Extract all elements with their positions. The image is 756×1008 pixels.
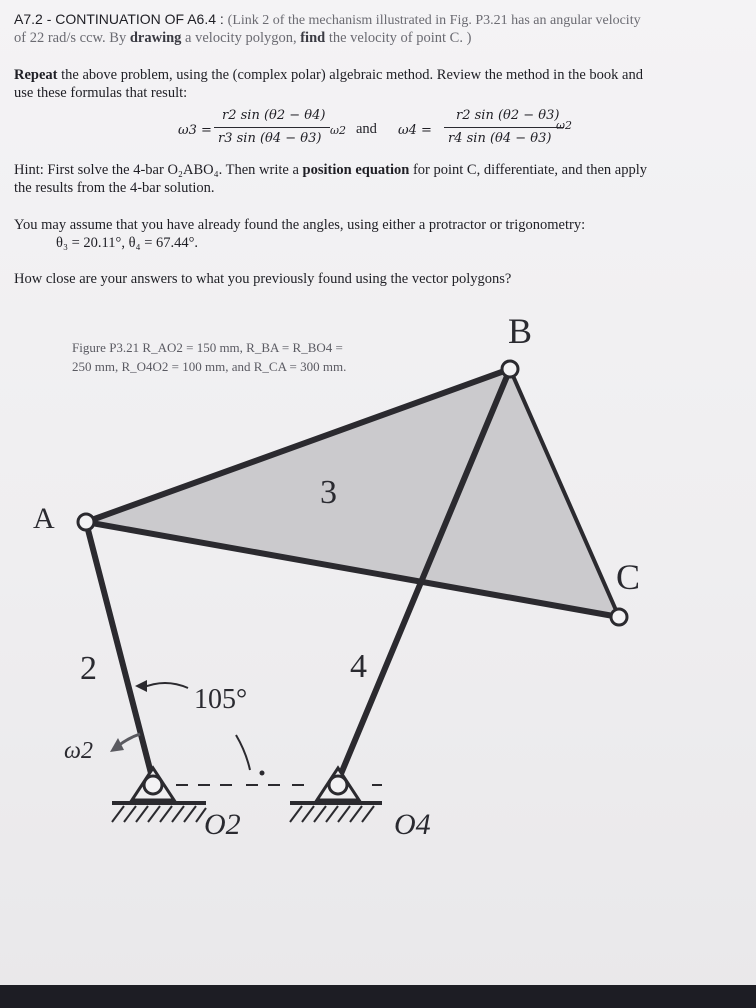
formula2-denominator: r4 sin (θ4 − θ3) <box>448 131 552 146</box>
label-joint-c: C <box>616 557 641 597</box>
label-joint-a: A <box>33 502 55 535</box>
joint-a <box>78 514 94 530</box>
angle-values: θ₃ = 20.11°, θ₄ = 67.44°. <box>56 235 199 251</box>
ground-support-o2 <box>112 768 206 822</box>
problem-code: A7.2 - CONTINUATION OF A6.4 : <box>14 11 224 27</box>
angle-arc-bottom <box>236 735 250 770</box>
caption-text: Figure P3.21 R_AO2 = 150 mm, R_BA = R_BO4 = <box>72 340 343 355</box>
hint-text: the results from the 4-bar solution. <box>14 180 215 196</box>
hint-text: Hint: First solve the 4-bar O₂ABO₄. Then write a <box>14 162 303 178</box>
hint-text: for point C, differentiate, and then apply <box>409 162 648 178</box>
label-link-2: 2 <box>80 650 97 687</box>
intro-text: of 22 rad/s ccw. By <box>14 30 130 46</box>
bottom-dark-edge <box>0 985 756 1008</box>
intro-text: a velocity polygon, <box>181 30 301 46</box>
caption-text: 250 mm, R_O4O2 = 100 mm, and R_CA = 300 mm. <box>72 359 347 374</box>
repeat-bold: Repeat <box>14 67 58 83</box>
formula1-denominator: r3 sin (θ4 − θ3) <box>218 131 322 146</box>
intro-bold-drawing: drawing <box>129 30 182 46</box>
intro-text: the velocity of point C. ) <box>325 30 472 46</box>
formula2-omega2: ω2 <box>556 119 572 132</box>
problem-intro-1: (Link 2 of the mechanism illustrated in Fig. P3.21 has an angular velocity <box>227 13 641 28</box>
omega3-label: ω3 = <box>178 123 212 138</box>
question-text: How close are your answers to what you previously found using the vector polygons? <box>14 271 512 287</box>
label-angle-105: 105° <box>194 684 248 715</box>
label-link-4: 4 <box>350 648 367 685</box>
formula-and: and <box>356 121 377 137</box>
label-joint-b: B <box>508 311 533 351</box>
angle-vertex-dot <box>260 771 265 776</box>
omega2-arrow-arc <box>118 734 140 746</box>
formula1-omega2: ω2 <box>330 124 346 137</box>
angle-arc-top <box>142 683 188 688</box>
intro-bold-find: find <box>300 30 326 46</box>
ground-support-o4 <box>290 768 382 822</box>
joint-b <box>502 361 518 377</box>
omega4-label: ω4 = <box>398 123 432 138</box>
label-ground-o4: O4 <box>394 808 431 841</box>
label-link-3: 3 <box>320 474 337 511</box>
repeat-text: use these formulas that result: <box>14 85 188 101</box>
label-omega2: ω2 <box>64 738 93 764</box>
omega2-arrowhead <box>110 738 124 752</box>
repeat-text: the above problem, using the (complex polar) algebraic method. Review the method in the book and <box>57 67 643 83</box>
formula1-numerator: r2 sin (θ2 − θ4) <box>222 108 326 123</box>
hint-bold: position equation <box>302 162 410 178</box>
label-ground-o2: O2 <box>204 808 241 841</box>
formula2-numerator: r2 sin (θ2 − θ3) <box>456 108 560 123</box>
assume-text: You may assume that you have already found the angles, using either a protractor or trigonometry: <box>14 217 586 233</box>
joint-c <box>611 609 627 625</box>
angle-arrowhead <box>135 680 147 692</box>
